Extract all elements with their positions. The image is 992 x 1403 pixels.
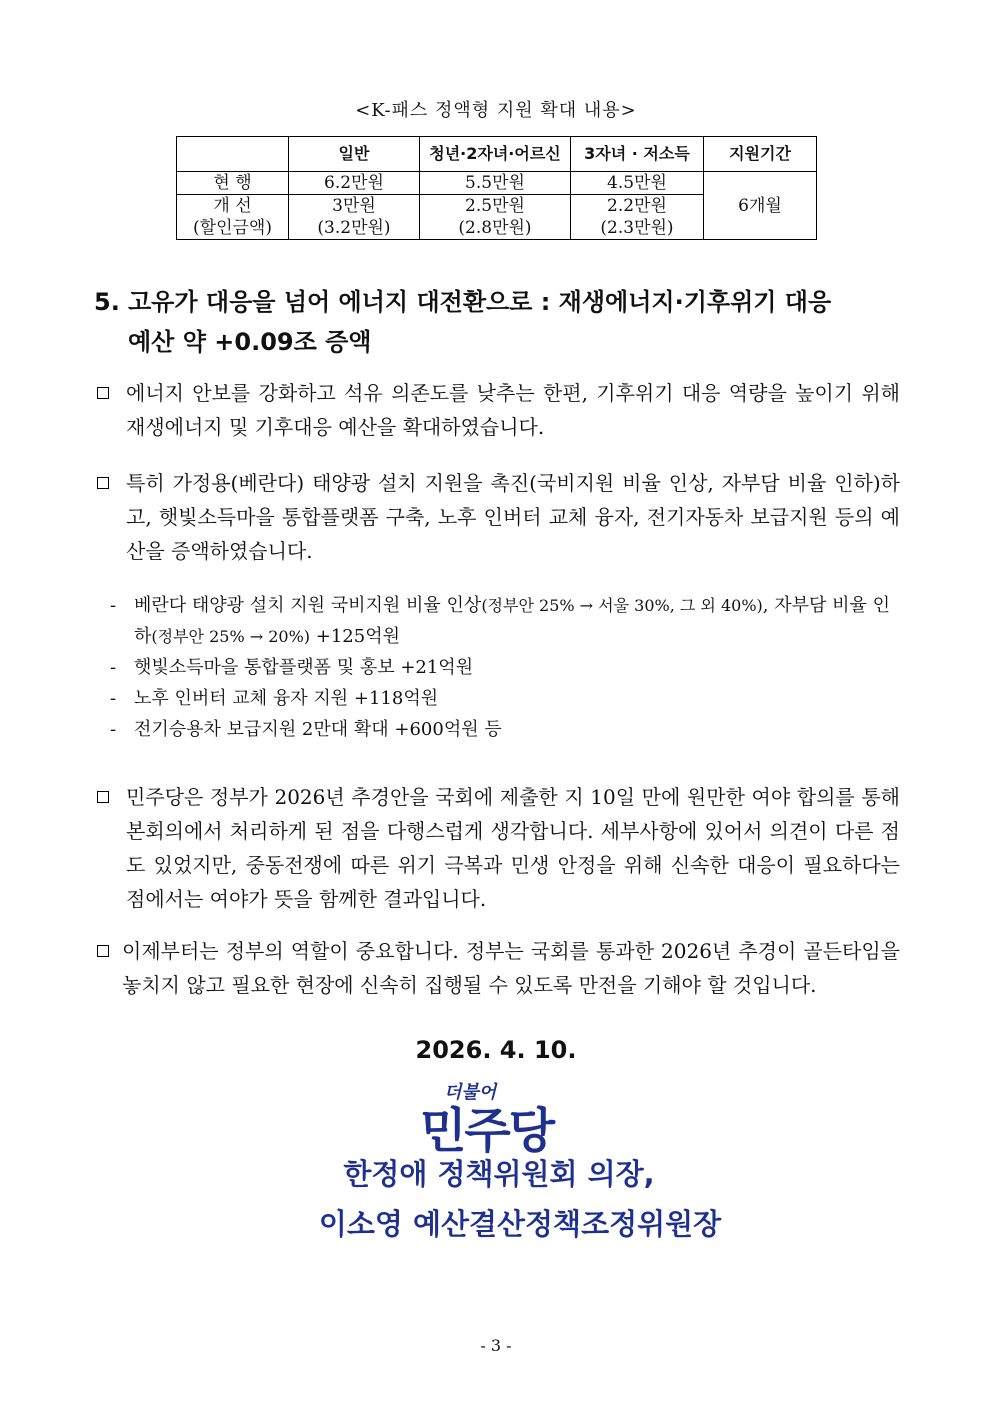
table-header-lowincome: 3자녀 · 저소득 — [571, 137, 704, 172]
dash-bullet: - — [110, 719, 117, 740]
bullet-text: 에너지 안보를 강화하고 석유 의존도를 낮추는 한편, 기후위기 대응 역량을 높이기 위해 재생에너지 및 기후대응 예산을 확대하였습니다. — [126, 381, 900, 439]
list-item — [110, 714, 900, 745]
logo-main-text: 민주당 — [420, 1103, 554, 1159]
sub-item-text: 베란다 태양광 설치 지원 국비지원 비율 인상 — [134, 595, 482, 616]
bullet-paragraph — [94, 466, 900, 568]
bullet-paragraph — [94, 376, 900, 444]
cell-improved-general — [289, 195, 420, 240]
cell-improved-youth — [420, 195, 571, 240]
bullet-text: 민주당은 정부가 2026년 추경안을 국회에 제출한 지 10일 만에 원만한 여야 합의를 통해 본회의에서 처리하게 된 점을 다행스럽게 생각합니다. 세부사항에 있어서 의견이 다른 점도 있었지만, 중동전쟁에 따른 위기 극복과 민생 안정을 위해 신속한 대응이 필요하다는 점에서는 여야가 뜻을 함께한 결과입니다. — [126, 785, 900, 911]
party-logo — [420, 1078, 580, 1159]
list-item — [110, 590, 900, 652]
checkbox-bullet-icon — [97, 387, 109, 399]
cell-current-youth: 5.5만원 — [420, 172, 571, 195]
checkbox-bullet-icon — [97, 945, 109, 957]
sub-item-text: 햇빛소득마을 통합플랫폼 및 홍보 +21억원 — [134, 657, 474, 678]
cell-current-general: 6.2만원 — [289, 172, 420, 195]
signature-line2: 이소영 예산결산정책조정위원장 — [318, 1207, 722, 1241]
section-number: 5. — [94, 288, 120, 316]
logo-top-text: 더불어 — [444, 1082, 497, 1103]
dash-bullet: - — [110, 657, 117, 678]
table-header-empty — [177, 137, 289, 172]
dash-bullet: - — [110, 595, 117, 616]
row-label-improved — [177, 195, 289, 240]
row-label-improved-line2: (할인금액) — [193, 218, 272, 238]
table-header-general: 일반 — [289, 137, 420, 172]
dash-bullet: - — [110, 688, 117, 709]
sub-item-text: 노후 인버터 교체 융자 지원 +118억원 — [134, 688, 439, 709]
sub-item-amount: +125억원 — [310, 626, 400, 647]
list-item — [110, 652, 900, 683]
section-5-heading — [94, 282, 900, 362]
cell-improved-lowincome — [571, 195, 704, 240]
page-number: - 3 - — [480, 1336, 512, 1355]
table-row-current — [177, 172, 817, 195]
improved-discount: (3.2만원) — [317, 218, 391, 238]
bullet-text: 특히 가정용(베란다) 태양광 설치 지원을 촉진(국비지원 비율 인상, 자부담 비율 인하)하고, 햇빛소득마을 통합플랫폼 구축, 노후 인버터 교체 융자, 전기자동차 보급지원 등의 예산을 증액하였습니다. — [126, 471, 900, 563]
sub-item-note: (정부안 25% → 20%) — [151, 627, 311, 646]
bullet-text: 이제부터는 정부의 역할이 중요합니다. 정부는 국회를 통과한 2026년 추경이 골든타임을 놓치지 않고 필요한 현장에 신속히 집행될 수 있도록 만전을 기해야 할 것입니다. — [122, 939, 900, 997]
kpass-support-table — [176, 136, 817, 240]
checkbox-bullet-icon — [97, 477, 109, 489]
sub-item-text: 전기승용차 보급지원 2만대 확대 +600억원 등 — [134, 719, 502, 740]
cell-current-lowincome: 4.5만원 — [571, 172, 704, 195]
document-date: 2026. 4. 10. — [415, 1036, 577, 1064]
improved-discount: (2.8만원) — [458, 218, 532, 238]
table-header-period: 지원기간 — [704, 137, 817, 172]
row-label-improved-line1: 개 선 — [213, 196, 252, 216]
row-label-current: 현 행 — [177, 172, 289, 195]
sub-item-list — [110, 590, 900, 745]
sub-item-note: (정부안 25% → 서울 30%, 그 외 40%) — [481, 596, 763, 615]
improved-discount: (2.3만원) — [600, 218, 674, 238]
signature-line1: 한정애 정책위원회 의장, — [343, 1157, 655, 1191]
checkbox-bullet-icon — [97, 791, 109, 803]
table-header-youth: 청년·2자녀·어르신 — [420, 137, 571, 172]
list-item — [110, 683, 900, 714]
sub-item-text: , 자부담 비율 인하 — [134, 595, 890, 647]
section-title-line1: 고유가 대응을 넘어 에너지 대전환으로 : 재생에너지·기후위기 대응 — [128, 288, 832, 316]
cell-period: 6개월 — [704, 172, 817, 240]
improved-value: 3만원 — [332, 196, 376, 216]
improved-value: 2.2만원 — [607, 196, 667, 216]
bullet-paragraph — [94, 780, 900, 916]
table-header-row — [177, 137, 817, 172]
table-caption: <K-패스 정액형 지원 확대 내용> — [355, 100, 637, 121]
improved-value: 2.5만원 — [465, 196, 525, 216]
bullet-paragraph — [94, 934, 900, 1002]
section-title-line2: 예산 약 +0.09조 증액 — [128, 328, 372, 356]
